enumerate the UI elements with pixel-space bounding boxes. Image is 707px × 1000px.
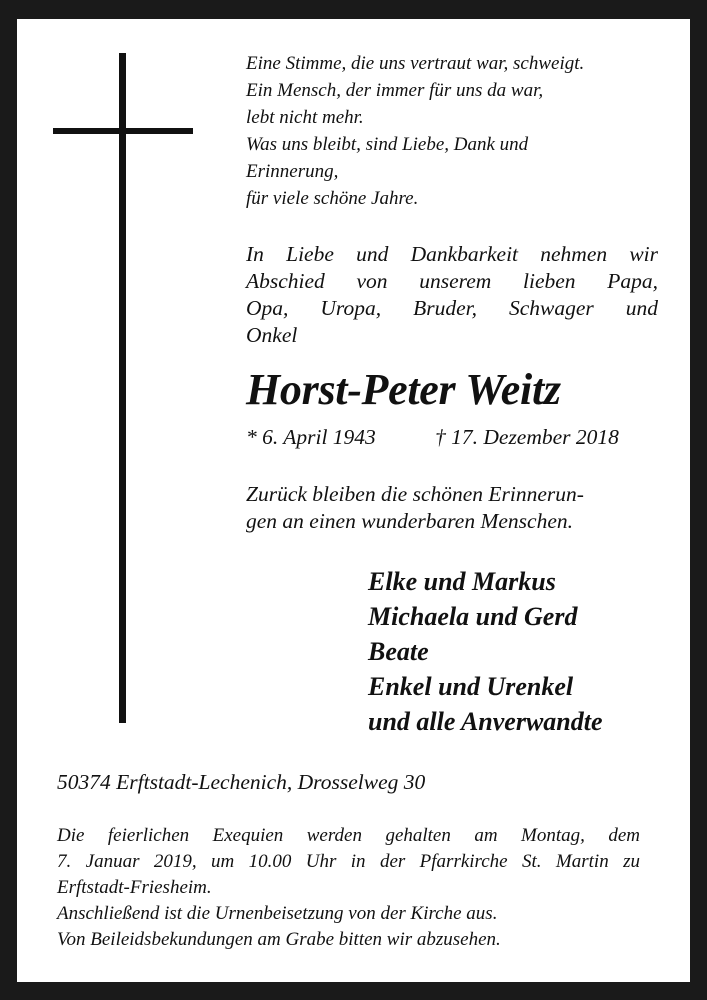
funeral-notice [57, 823, 640, 953]
poem-line: Eine Stimme, die uns vertraut war, schweigt. [246, 53, 585, 74]
tribute-line: In Liebe und Dankbarkeit nehmen wir [246, 242, 658, 266]
poem-line: lebt nicht mehr. [246, 107, 364, 128]
poem-line: Was uns bleibt, sind Liebe, Dank und [246, 134, 529, 155]
mourner-entry: Enkel und Urenkel [368, 672, 574, 701]
mourner-entry: Michaela und Gerd [368, 602, 578, 631]
mourner-entry: Beate [368, 637, 429, 666]
poem-line: Ein Mensch, der immer für uns da war, [246, 80, 544, 101]
mourner-entry: Elke und Markus [368, 567, 556, 596]
notice-line: Anschließend ist die Urnenbeisetzung von der Kirche aus. [57, 903, 498, 924]
mourners-list [368, 564, 603, 739]
tribute-line: Opa, Uropa, Bruder, Schwager und [246, 296, 658, 320]
poem-line: Erinnerung, [246, 161, 339, 182]
family-address: 50374 Erftstadt-Lechenich, Drosselweg 30 [57, 770, 426, 794]
poem-line: für viele schöne Jahre. [246, 188, 419, 209]
notice-line: Die feierlichen Exequien werden gehalten am Montag, dem [57, 825, 640, 846]
cross-icon-horizontal [53, 128, 193, 134]
remembrance-line: gen an einen wunderbaren Menschen. [246, 509, 573, 533]
tribute-line: Onkel [246, 323, 298, 347]
tribute-line: Abschied von unserem lieben Papa, [246, 269, 658, 293]
cross-icon-vertical [119, 53, 126, 723]
tribute-text [246, 241, 658, 349]
notice-line: Erftstadt-Friesheim. [57, 877, 212, 898]
death-date: † 17. Dezember 2018 [435, 425, 619, 449]
birth-date: * 6. April 1943 [246, 425, 376, 449]
remembrance-text [246, 481, 658, 535]
poem [246, 50, 666, 212]
deceased-name: Horst-Peter Weitz [246, 365, 561, 414]
mourner-entry: und alle Anverwandte [368, 707, 603, 736]
notice-line: 7. Januar 2019, um 10.00 Uhr in der Pfarrkirche St. Martin zu [57, 851, 640, 872]
remembrance-line: Zurück bleiben die schönen Erinnerun- [246, 482, 584, 506]
notice-line: Von Beileidsbekundungen am Grabe bitten wir abzusehen. [57, 929, 501, 950]
